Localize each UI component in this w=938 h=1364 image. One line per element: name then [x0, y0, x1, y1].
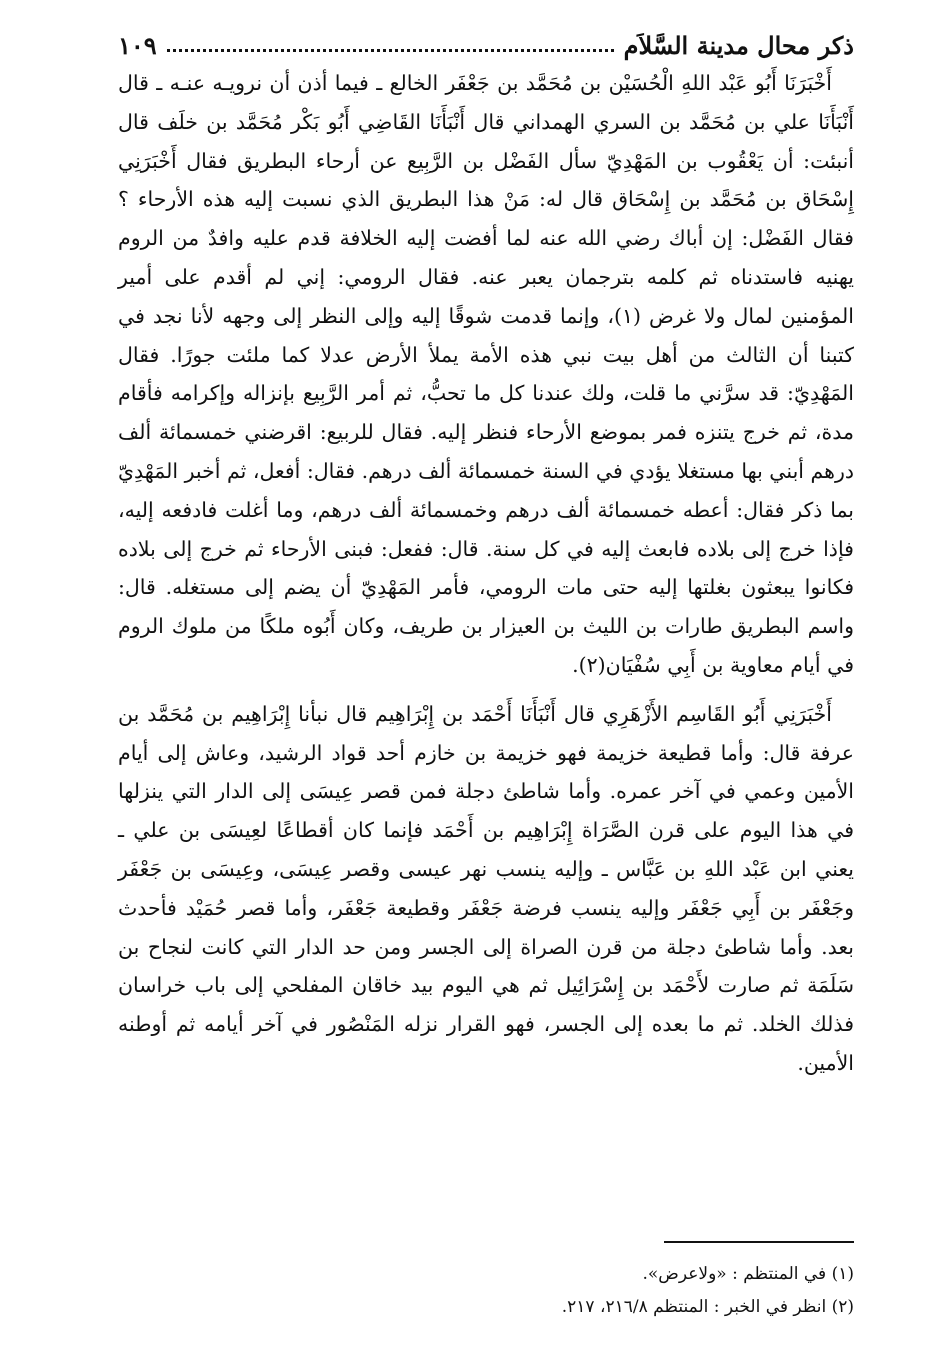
chapter-title: ذكر محال مدينة السَّلاَم: [623, 31, 854, 60]
main-text: [118, 64, 854, 1083]
running-header: [118, 20, 854, 60]
footnote-separator: [664, 1241, 854, 1243]
footnote: (١) في المنتظم : «ولاعرض».: [642, 1264, 854, 1284]
paragraph: أَخْبَرَنَا أَبُو عَبْد اللهِ الْحُسَيْن بن مُحَمَّد بن جَعْفَر الخالع ـ فيما أذن أن نرويـه عنـه ـ قال أَنْبَأَنَا علي بن مُحَمَّد بن السري الهمداني قال أَنْبَأَنَا القَاضِي أَبُو بَكْر مُحَمَّد بن خلَف قال أنبئت: أن يَعْقُوب بن المَهْدِيّ سأل الفَضْل بن الرَّبِيع عن أرحاء البطريق فقال أَخْبَرَنِي إِسْحَاق بن مُحَمَّد بن إِسْحَاق قال له: مَنْ هذا البطريق الذي نسبت إليه هذه الأرحاء ؟ فقال الفَضْل: إن أباك رضي الله عنه لما أفضت إليه الخلافة قدم عليه وافدٌ من الروم يهنيه فاستدناه ثم كلمه بترجمان يعبر عنه. فقال الرومي: إني لم أقدم على أمير المؤمنين لمال ولا غرض (١)، وإنما قدمت شوقًا إليه وإلى النظر إلى وجهه لأنا نجد في كتبنا أن الثالث من أهل بيت نبي هذه الأمة يملأ الأرض عدلا كما ملئت جورًا. فقال المَهْدِيّ: قد سرَّني ما قلت، ولك عندنا كل ما تحبُّ، ثم أمر الرَّبِيع بإنزاله وإكرامه فأقام مدة، ثم خرج يتنزه فمر بموضع الأرحاء فنظر إليه. فقال للربيع: اقرضني خمسمائة ألف درهم أبني بها مستغلا يؤدي في السنة خمسمائة ألف درهم. فقال: أفعل، ثم أخبر المَهْدِيّ بما ذكر فقال: أعطه خمسمائة ألف درهم وخمسمائة ألف درهم، وما أغلت فادفعه إليه، فإذا خرج إلى بلاده فابعث إليه في كل سنة. قال: ففعل: فبنى الأرحاء ثم خرج إلى بلاده فكانوا يبعثون بغلتها إليه حتى مات الرومي، فأمر المَهْدِيّ أن يضم إلى مستغله. قال: واسم البطريق طارات بن الليث بن العيزار بن طريف، وكان أَبُوه ملكًا من ملوك الروم في أيام معاوية بن أَبِي سُفْيَان(٢).: [118, 71, 854, 677]
page-number: ١٠٩: [118, 31, 157, 60]
footnote: (٢) انظر في الخبر : المنتظم ٢١٦/٨، ٢١٧.: [561, 1297, 854, 1317]
footnotes: [118, 1258, 854, 1324]
leader-dots: [167, 49, 614, 52]
paragraph: أَخْبَرَنِي أَبُو القَاسِم الأَزْهَرِي قال أَنْبَأَنَا أَحْمَد بن إِبْرَاهِيم قال نبأنا إِبْرَاهِيم بن مُحَمَّد بن عرفة قال: وأما قطيعة خزيمة فهو خزيمة بن خازم أحد قواد الرشيد، وعاش إلى أيام الأمين وعمي في آخر عمره. وأما شاطئ دجلة فمن قصر عِيسَى إلى الدار التي ينزلها في هذا اليوم على قرن الصَّرَاة إِبْرَاهِيم بن أَحْمَد فإنما كان أقطاعًا لعِيسَى بن علي ـ يعني ابن عَبْد اللهِ بن عَبَّاس ـ وإليه ينسب نهر عيسى وقصر عِيسَى، وعِيسَى بن جَعْفَر وجَعْفَر بن أَبِي جَعْفَر وإليه ينسب فرضة جَعْفَر وقطيعة جَعْفَر، وأما قصر حُمَيْد فأحدث بعد. وأما شاطئ دجلة من قرن الصراة إلى الجسر ومن حد الدار التي كانت لنجاح بن سَلَمَة ثم صارت لأَحْمَد بن إِسْرَائِيل ثم هي اليوم بيد خاقان المفلحي إلى باب خراسان فذلك الخلد. ثم ما بعده إلى الجسر، فهو القرار نزله المَنْصُور في آخر أيامه ثم أوطنه الأمين.: [118, 701, 854, 1075]
